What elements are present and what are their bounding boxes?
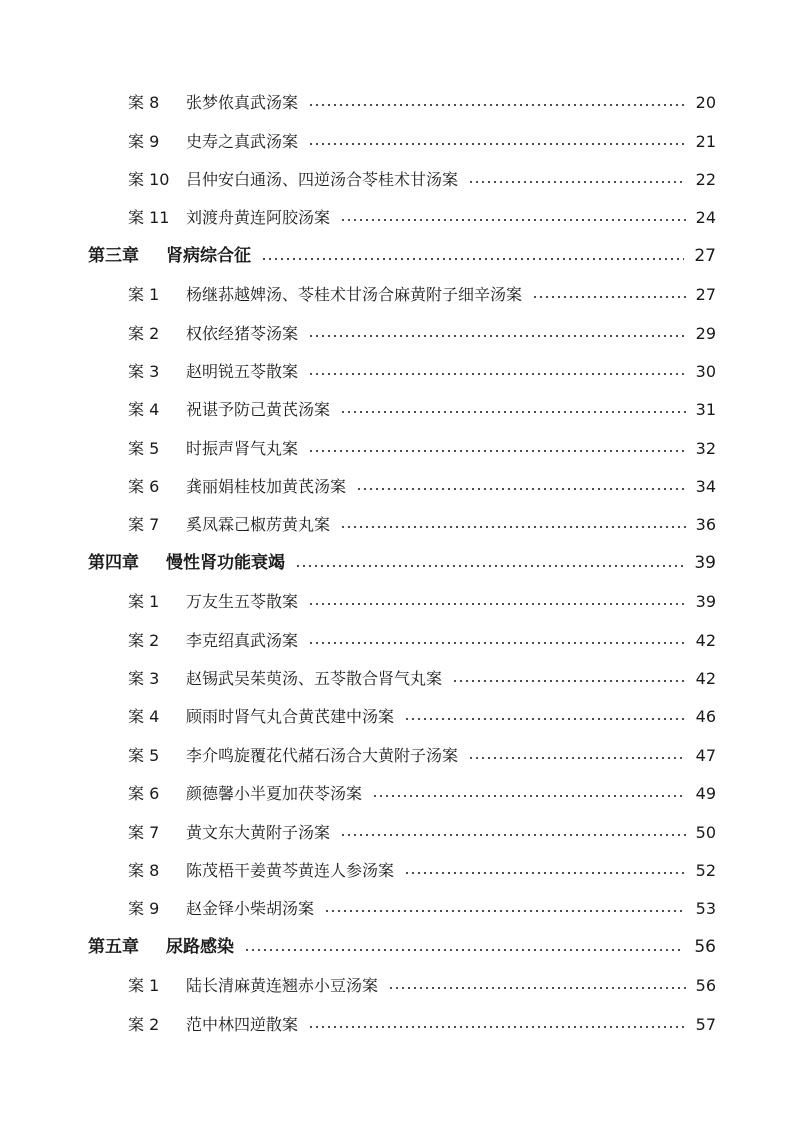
dot-leader <box>388 987 686 989</box>
case-number: 案 9 <box>128 131 160 151</box>
page-number: 52 <box>695 861 716 880</box>
dot-leader <box>324 910 686 912</box>
case-title: 奚凤霖己椒苈黄丸案 <box>186 515 331 535</box>
toc-entry <box>0 161 800 199</box>
case-number: 案 2 <box>128 1014 160 1034</box>
dot-leader <box>308 143 686 145</box>
dot-leader <box>356 488 686 490</box>
page-number: 24 <box>695 208 716 228</box>
dot-leader <box>340 219 686 221</box>
toc-entry <box>0 430 800 468</box>
case-title: 李克绍真武汤案 <box>186 630 299 650</box>
case-title: 陈茂梧干姜黄芩黄连人参汤案 <box>186 861 395 880</box>
page-number: 42 <box>695 669 716 689</box>
toc-entry <box>0 506 800 544</box>
case-number: 案 2 <box>128 323 160 343</box>
case-title: 黄文东大黄附子汤案 <box>186 822 331 842</box>
page-number: 31 <box>695 400 716 420</box>
dot-leader <box>340 526 686 528</box>
case-number: 案 7 <box>128 515 160 535</box>
case-title: 颜德馨小半夏加茯苓汤案 <box>186 784 363 804</box>
dot-leader <box>261 258 684 260</box>
case-number: 案 10 <box>128 169 170 189</box>
case-number: 案 8 <box>128 861 160 880</box>
toc-entry <box>0 468 800 506</box>
toc-entry <box>0 967 800 1005</box>
dot-leader <box>404 872 686 874</box>
chapter-title: 尿路感染 <box>166 937 234 958</box>
page-number: 56 <box>695 976 716 996</box>
case-title: 万友生五苓散案 <box>186 592 299 612</box>
case-number: 案 6 <box>128 784 160 804</box>
chapter-number: 第三章 <box>88 246 139 267</box>
case-title: 范中林四逆散案 <box>186 1014 299 1034</box>
page-number: 29 <box>695 323 716 343</box>
case-title: 张梦侬真武汤案 <box>186 93 299 113</box>
case-title: 时振声肾气丸案 <box>186 438 299 458</box>
case-title: 权依经猪苓汤案 <box>186 323 299 343</box>
case-title: 李介鸣旋覆花代赭石汤合大黄附子汤案 <box>186 745 459 765</box>
page-number: 27 <box>695 285 716 305</box>
page-number: 46 <box>695 707 716 727</box>
case-number: 案 1 <box>128 285 160 305</box>
page-number: 27 <box>694 246 716 267</box>
toc-chapter-heading <box>0 238 800 276</box>
toc-entry <box>0 583 800 621</box>
dot-leader <box>452 680 686 682</box>
page-number: 21 <box>695 131 716 151</box>
case-number: 案 4 <box>128 400 160 420</box>
dot-leader <box>308 450 686 452</box>
toc-entry <box>0 852 800 890</box>
toc-entry <box>0 737 800 775</box>
toc-entry <box>0 621 800 659</box>
page-number: 22 <box>695 169 716 189</box>
toc-entry <box>0 122 800 160</box>
case-title: 刘渡舟黄连阿胶汤案 <box>186 208 331 228</box>
toc-entry <box>0 276 800 314</box>
dot-leader <box>340 411 686 413</box>
case-title: 陆长清麻黄连翘赤小豆汤案 <box>186 976 379 996</box>
page-number: 36 <box>695 515 716 535</box>
dot-leader <box>468 757 686 759</box>
page-number: 32 <box>695 438 716 458</box>
case-title: 赵明锐五苓散案 <box>186 361 299 381</box>
dot-leader <box>295 565 684 567</box>
case-number: 案 6 <box>128 477 160 497</box>
page-number: 49 <box>695 784 716 804</box>
case-number: 案 11 <box>128 208 170 228</box>
page-number: 30 <box>695 361 716 381</box>
dot-leader <box>308 104 686 106</box>
dot-leader <box>244 949 684 951</box>
chapter-number: 第四章 <box>88 553 139 574</box>
dot-leader <box>308 335 686 337</box>
case-title: 顾雨时肾气丸合黄芪建中汤案 <box>186 707 395 727</box>
page-number: 20 <box>695 93 716 113</box>
case-number: 案 9 <box>128 899 160 919</box>
case-number: 案 7 <box>128 822 160 842</box>
page-number: 50 <box>695 822 716 842</box>
case-title: 史寿之真武汤案 <box>186 131 299 151</box>
dot-leader <box>308 373 686 375</box>
dot-leader <box>340 834 686 836</box>
toc-entry <box>0 84 800 122</box>
toc-entry <box>0 813 800 851</box>
dot-leader <box>308 642 686 644</box>
case-title: 杨继荪越婢汤、苓桂术甘汤合麻黄附子细辛汤案 <box>186 285 523 305</box>
chapter-number: 第五章 <box>88 937 139 958</box>
case-number: 案 2 <box>128 630 160 650</box>
case-title: 赵锡武吴茱萸汤、五苓散合肾气丸案 <box>186 669 443 689</box>
toc-entry <box>0 1005 800 1043</box>
case-number: 案 5 <box>128 745 160 765</box>
dot-leader <box>468 181 686 183</box>
dot-leader <box>404 718 686 720</box>
case-number: 案 4 <box>128 707 160 727</box>
page-number: 39 <box>694 553 716 574</box>
page-number: 53 <box>695 899 716 919</box>
toc-chapter-heading <box>0 929 800 967</box>
page-number: 34 <box>695 477 716 497</box>
chapter-title: 肾病综合征 <box>166 246 251 267</box>
toc-entry <box>0 660 800 698</box>
toc-entry <box>0 890 800 928</box>
case-title: 龚丽娟桂枝加黄芪汤案 <box>186 477 347 497</box>
toc-entry <box>0 698 800 736</box>
case-number: 案 3 <box>128 669 160 689</box>
case-number: 案 8 <box>128 93 160 113</box>
page-number: 39 <box>695 592 716 612</box>
toc-entry <box>0 775 800 813</box>
case-number: 案 3 <box>128 361 160 381</box>
toc-chapter-heading <box>0 545 800 583</box>
page-number: 42 <box>695 630 716 650</box>
case-number: 案 1 <box>128 592 160 612</box>
dot-leader <box>308 603 686 605</box>
page-number: 56 <box>694 937 716 958</box>
dot-leader <box>308 1026 686 1028</box>
chapter-title: 慢性肾功能衰竭 <box>166 553 285 574</box>
table-of-contents <box>0 84 800 1044</box>
case-number: 案 1 <box>128 976 160 996</box>
dot-leader <box>372 795 686 797</box>
page-number: 57 <box>695 1014 716 1034</box>
page-number: 47 <box>695 745 716 765</box>
case-title: 赵金铎小柴胡汤案 <box>186 899 315 919</box>
case-number: 案 5 <box>128 438 160 458</box>
toc-entry <box>0 314 800 352</box>
toc-entry <box>0 199 800 237</box>
case-title: 吕仲安白通汤、四逆汤合苓桂术甘汤案 <box>186 169 459 189</box>
toc-entry <box>0 353 800 391</box>
case-title: 祝谌予防己黄芪汤案 <box>186 400 331 420</box>
toc-entry <box>0 391 800 429</box>
dot-leader <box>532 296 686 298</box>
